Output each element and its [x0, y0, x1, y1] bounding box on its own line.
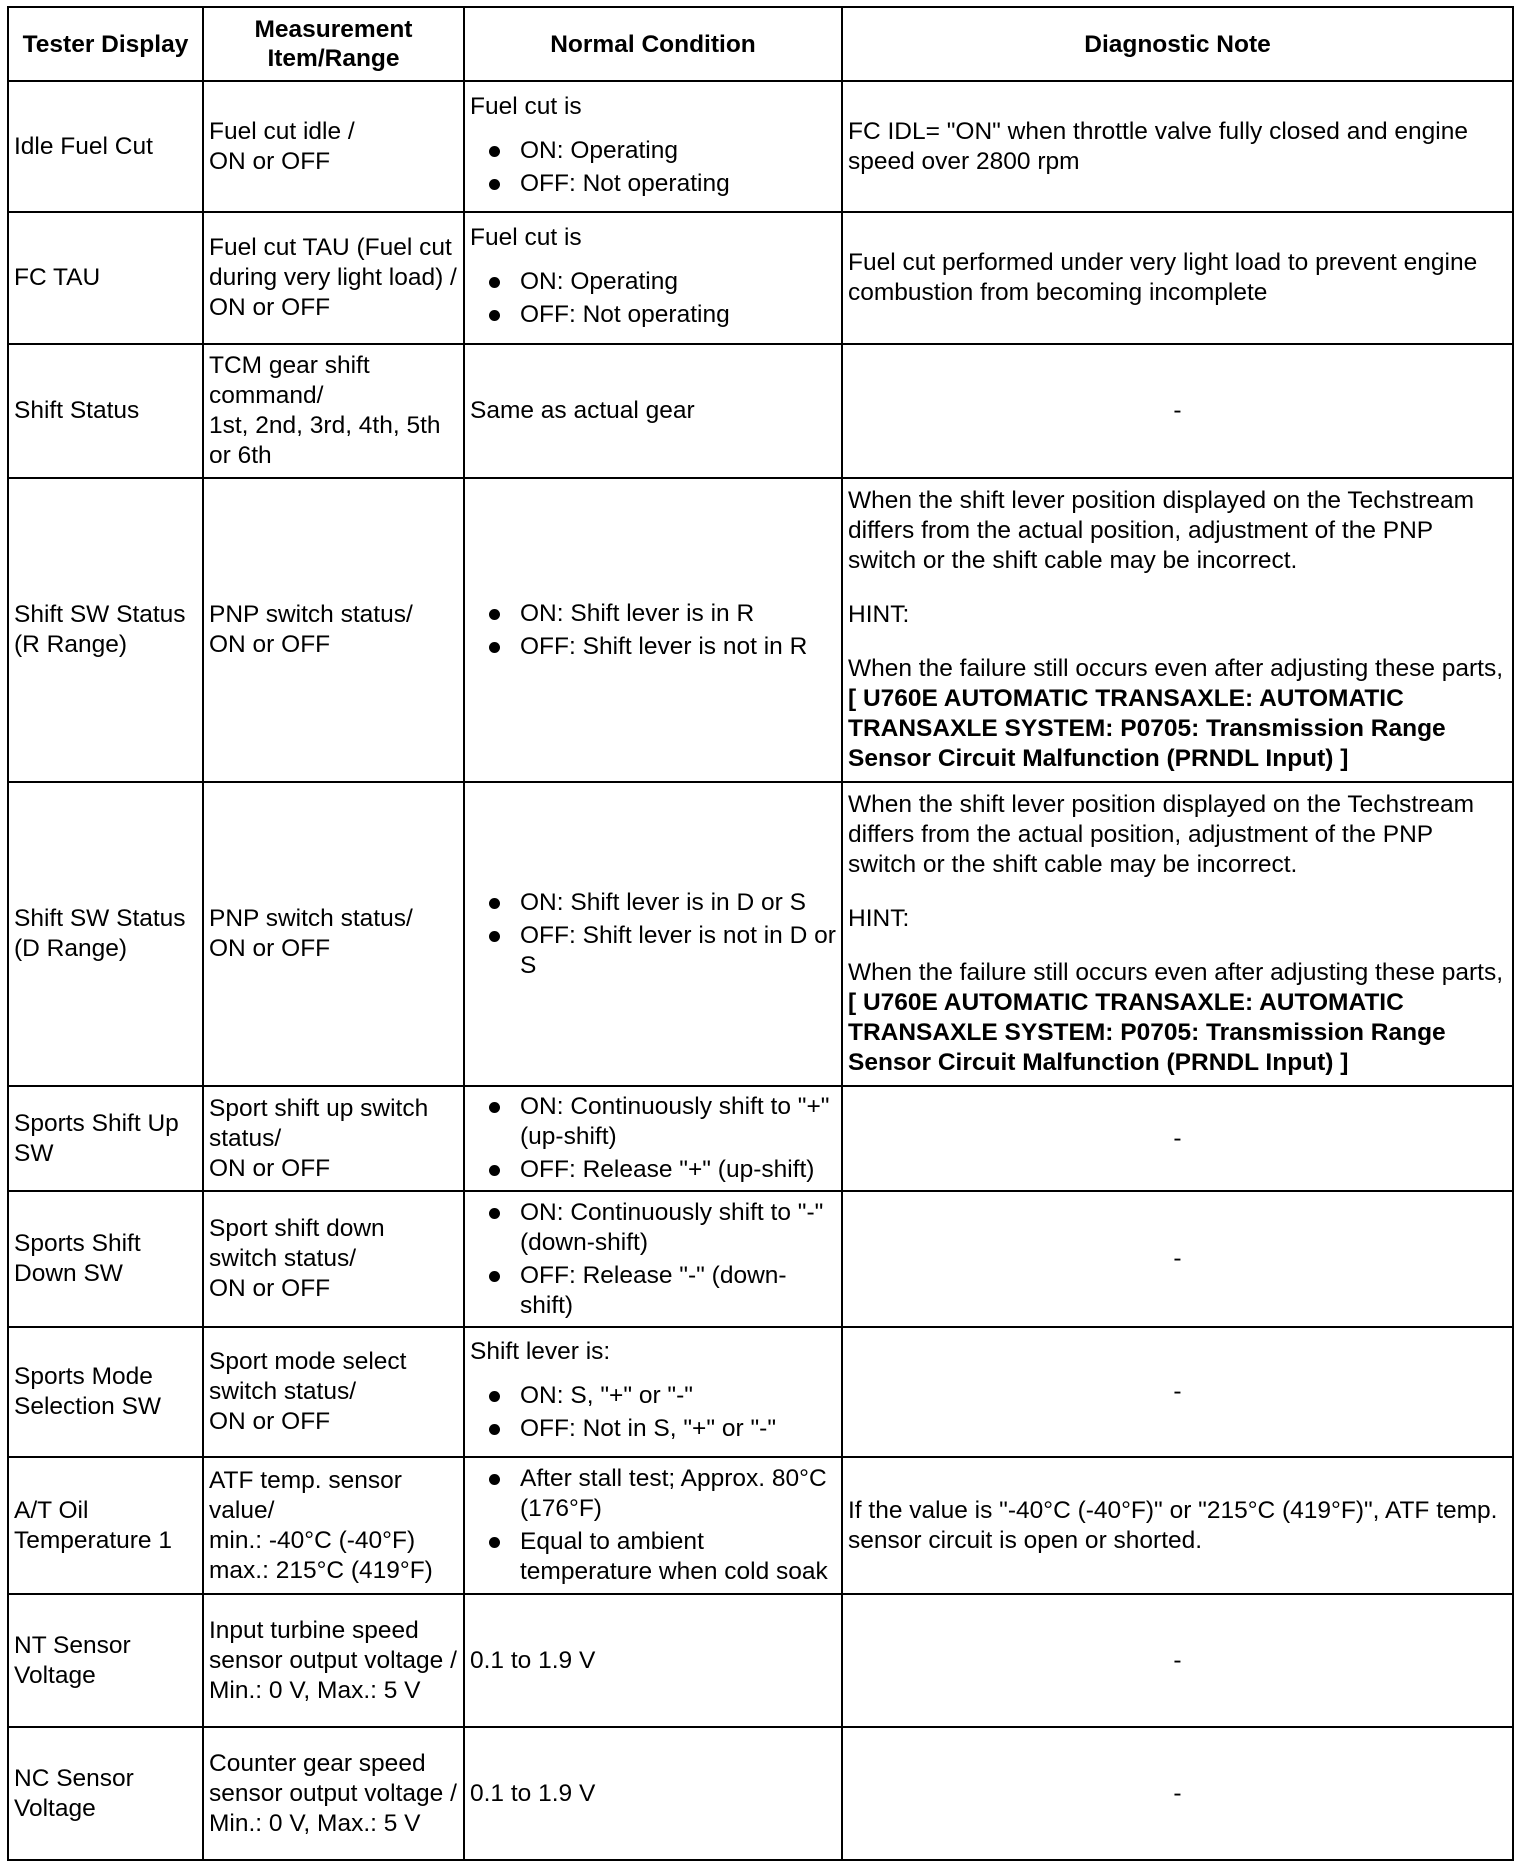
list-item: OFF: Shift lever is not in D or S — [470, 921, 836, 981]
tester-display-cell: Idle Fuel Cut — [8, 81, 203, 212]
measurement-cell: ATF temp. sensor value/ min.: -40°C (-40°F) max.: 215°C (419°F) — [203, 1457, 464, 1594]
bullet-list — [470, 136, 836, 199]
list-item: ON: Shift lever is in D or S — [470, 888, 836, 918]
diagnostic-note-cell: - — [842, 1086, 1513, 1191]
list-item: OFF: Release "+" (up-shift) — [470, 1155, 836, 1185]
measurement-cell: Sport shift up switch status/ ON or OFF — [203, 1086, 464, 1191]
diagnostic-note-cell: - — [842, 1327, 1513, 1457]
diagnostic-note-cell: If the value is "-40°C (-40°F)" or "215°C (419°F)", ATF temp. sensor circuit is open or shorted. — [842, 1457, 1513, 1594]
list-item: ON: Continuously shift to "+" (up-shift) — [470, 1092, 836, 1152]
normal-condition-cell: 0.1 to 1.9 V — [464, 1594, 842, 1727]
diagnostic-note-cell: When the shift lever position displayed on the Techstream differs from the actual position, adjustment of the PNP switch or the shift cable may be incorrect. HINT: When the failure still occurs even after adjusting these parts, [ U760E AUTOMATIC TRANSAXLE: AUTOMATIC TRANSAXLE SYSTEM: P0705: Transmission Range Sensor Circuit Malfunction (PRNDL Input) ] — [842, 782, 1513, 1086]
diagnostic-note-cell: Fuel cut performed under very light load to prevent engine combustion from becoming incomplete — [842, 212, 1513, 344]
measurement-cell: Fuel cut TAU (Fuel cut during very light load) / ON or OFF — [203, 212, 464, 344]
diagnostic-note-cell: - — [842, 1727, 1513, 1860]
diagnostic-note-cell: - — [842, 1191, 1513, 1327]
list-item: ON: Operating — [470, 267, 836, 297]
dtc-reference-link[interactable]: [ U760E AUTOMATIC TRANSAXLE: AUTOMATIC TRANSAXLE SYSTEM: P0705: Transmission Range Sensor Circuit Malfunction (PRNDL Input) ] — [848, 685, 1446, 772]
table-row — [8, 478, 1513, 782]
table-row — [8, 1191, 1513, 1327]
list-item: OFF: Not in S, "+" or "-" — [470, 1414, 836, 1444]
bullet-list — [470, 1198, 836, 1321]
bullet-list — [470, 1381, 836, 1444]
table-row — [8, 344, 1513, 478]
bullet-list — [470, 888, 836, 981]
list-item: ON: S, "+" or "-" — [470, 1381, 836, 1411]
list-item: OFF: Not operating — [470, 169, 836, 199]
tester-display-cell: Sports Mode Selection SW — [8, 1327, 203, 1457]
table-row — [8, 1327, 1513, 1457]
diagnostic-note-cell: FC IDL= "ON" when throttle valve fully closed and engine speed over 2800 rpm — [842, 81, 1513, 212]
normal-condition-cell: Shift lever is: ON: S, "+" or "-" OFF: Not in S, "+" or "-" — [464, 1327, 842, 1457]
tester-display-cell: Shift SW Status (R Range) — [8, 478, 203, 782]
table-row — [8, 81, 1513, 212]
measurement-cell: Counter gear speed sensor output voltage / Min.: 0 V, Max.: 5 V — [203, 1727, 464, 1860]
table-row — [8, 1594, 1513, 1727]
diagnostic-note-cell: - — [842, 344, 1513, 478]
header-tester-display: Tester Display — [8, 7, 203, 81]
table-row — [8, 782, 1513, 1086]
list-item: OFF: Not operating — [470, 300, 836, 330]
tester-display-cell: NC Sensor Voltage — [8, 1727, 203, 1860]
measurement-cell: Input turbine speed sensor output voltage / Min.: 0 V, Max.: 5 V — [203, 1594, 464, 1727]
tester-display-cell: A/T Oil Temperature 1 — [8, 1457, 203, 1594]
dtc-reference-link[interactable]: [ U760E AUTOMATIC TRANSAXLE: AUTOMATIC TRANSAXLE SYSTEM: P0705: Transmission Range Sensor Circuit Malfunction (PRNDL Input) ] — [848, 989, 1446, 1076]
tester-display-cell: Shift Status — [8, 344, 203, 478]
normal-condition-cell — [464, 1457, 842, 1594]
table-row — [8, 1457, 1513, 1594]
hint-label: HINT: — [848, 905, 910, 932]
normal-condition-cell: 0.1 to 1.9 V — [464, 1727, 842, 1860]
tester-display-cell: Sports Shift Down SW — [8, 1191, 203, 1327]
table-row — [8, 1727, 1513, 1860]
measurement-cell: Fuel cut idle / ON or OFF — [203, 81, 464, 212]
tester-display-cell: Shift SW Status (D Range) — [8, 782, 203, 1086]
diagnostic-note-cell: - — [842, 1594, 1513, 1727]
list-item: OFF: Shift lever is not in R — [470, 632, 836, 662]
data-list-table — [7, 6, 1514, 1861]
header-row — [8, 7, 1513, 81]
hint-label: HINT: — [848, 601, 910, 628]
header-measurement: Measurement Item/Range — [203, 7, 464, 81]
measurement-cell: Sport shift down switch status/ ON or OFF — [203, 1191, 464, 1327]
header-diagnostic-note: Diagnostic Note — [842, 7, 1513, 81]
list-item: After stall test; Approx. 80°C (176°F) — [470, 1464, 836, 1524]
normal-condition-cell: Same as actual gear — [464, 344, 842, 478]
tester-display-cell: NT Sensor Voltage — [8, 1594, 203, 1727]
table-row — [8, 1086, 1513, 1191]
bullet-list — [470, 1464, 836, 1587]
measurement-cell: TCM gear shift command/ 1st, 2nd, 3rd, 4th, 5th or 6th — [203, 344, 464, 478]
list-item: ON: Shift lever is in R — [470, 599, 836, 629]
header-normal-condition: Normal Condition — [464, 7, 842, 81]
diagnostic-note-cell: When the shift lever position displayed on the Techstream differs from the actual position, adjustment of the PNP switch or the shift cable may be incorrect. HINT: When the failure still occurs even after adjusting these parts, [ U760E AUTOMATIC TRANSAXLE: AUTOMATIC TRANSAXLE SYSTEM: P0705: Transmission Range Sensor Circuit Malfunction (PRNDL Input) ] — [842, 478, 1513, 782]
normal-condition-cell: Fuel cut is ON: Operating OFF: Not operating — [464, 81, 842, 212]
measurement-cell: Sport mode select switch status/ ON or OFF — [203, 1327, 464, 1457]
measurement-cell: PNP switch status/ ON or OFF — [203, 478, 464, 782]
list-item: Equal to ambient temperature when cold soak — [470, 1527, 836, 1587]
normal-condition-cell — [464, 478, 842, 782]
list-item: ON: Continuously shift to "-" (down-shift) — [470, 1198, 836, 1258]
tester-display-cell: FC TAU — [8, 212, 203, 344]
bullet-list — [470, 267, 836, 330]
normal-condition-cell — [464, 1191, 842, 1327]
table-row — [8, 212, 1513, 344]
list-item: OFF: Release "-" (down-shift) — [470, 1261, 836, 1321]
measurement-cell: PNP switch status/ ON or OFF — [203, 782, 464, 1086]
normal-condition-cell: Fuel cut is ON: Operating OFF: Not operating — [464, 212, 842, 344]
bullet-list — [470, 1092, 836, 1185]
list-item: ON: Operating — [470, 136, 836, 166]
tester-display-cell: Sports Shift Up SW — [8, 1086, 203, 1191]
bullet-list — [470, 599, 836, 662]
normal-condition-cell — [464, 1086, 842, 1191]
normal-condition-cell — [464, 782, 842, 1086]
